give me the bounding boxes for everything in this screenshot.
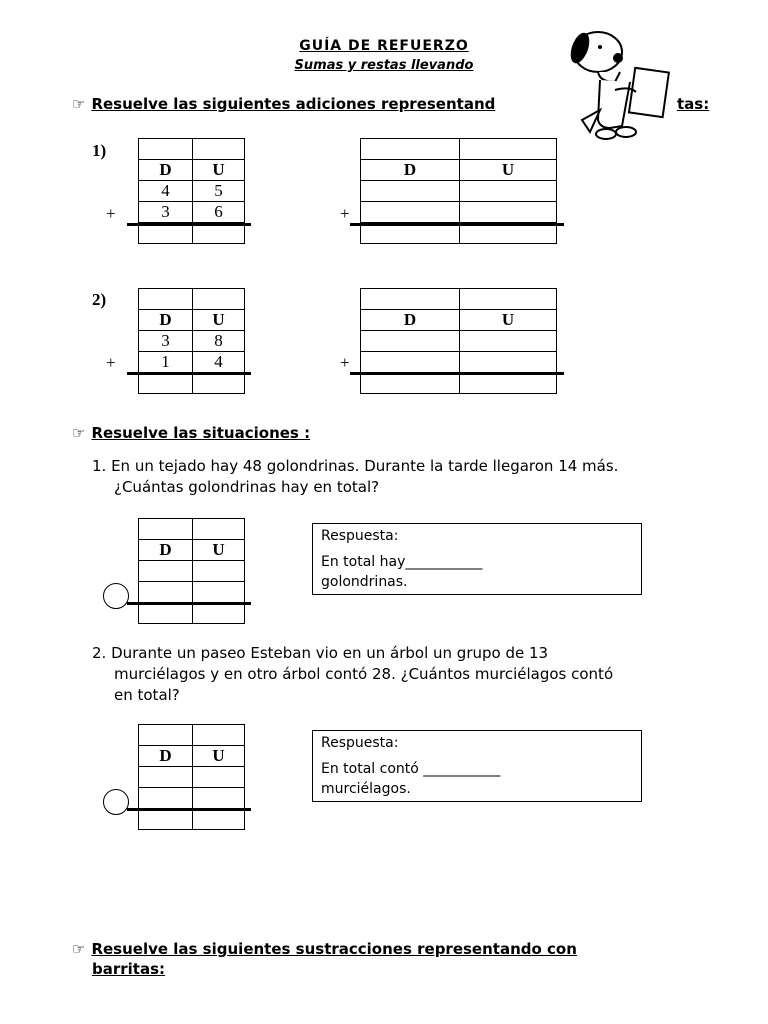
pointing-hand-icon: ☞ (72, 940, 86, 958)
problem-2-text: 2. Durante un paseo Esteban vio en un árbol un grupo de 13 murciélagos y en otro árbol contó 28. ¿Cuántos murciélagos contó en total? (92, 644, 614, 704)
digit-cell: 3 (139, 202, 193, 223)
uni-header: U (193, 160, 245, 181)
digit-cell: 1 (139, 352, 193, 373)
instruction-additions-tail: tas: (677, 95, 710, 113)
sum-line (350, 223, 564, 226)
uni-header: U (193, 746, 245, 767)
blank-cell[interactable] (139, 582, 193, 603)
instruction-situations: ☞ Resuelve las situaciones : (72, 424, 311, 442)
blank-cell[interactable] (139, 561, 193, 582)
digit-cell: 4 (193, 352, 245, 373)
answer-cell[interactable] (139, 809, 193, 830)
dec-header: D (139, 160, 193, 181)
page-title: GUÍA DE REFUERZO (299, 38, 469, 54)
blank-cell[interactable] (361, 352, 460, 373)
uni-header: U (193, 310, 245, 331)
ex2-du-table (138, 288, 245, 394)
exercise-2-label: 2) (92, 290, 107, 309)
answer-cell[interactable] (139, 373, 193, 394)
answer-cell[interactable] (193, 603, 245, 624)
uni-header: U (193, 540, 245, 561)
blank-cell[interactable] (460, 202, 557, 223)
answer-label: Respuesta: (321, 735, 399, 751)
ex1-du-table (138, 138, 245, 244)
digit-cell: 6 (193, 202, 245, 223)
blank-cell[interactable] (193, 767, 245, 788)
sum-line (127, 808, 251, 811)
dec-header: D (361, 160, 460, 181)
instruction-subtractions: ☞ Resuelve las siguientes sustracciones representando con barritas: (72, 940, 577, 978)
page-subtitle: Sumas y restas llevando (294, 58, 474, 73)
blank-cell[interactable] (139, 788, 193, 809)
pointing-hand-icon: ☞ (72, 95, 86, 113)
blank-cell[interactable] (361, 181, 460, 202)
answer-line[interactable]: En total contó ___________ (321, 761, 501, 777)
plus-sign: + (340, 353, 350, 372)
plus-sign: + (340, 204, 350, 223)
ex2-representation-table (360, 288, 557, 394)
sum-line (127, 223, 251, 226)
dec-header: D (139, 540, 193, 561)
dec-header: D (139, 310, 193, 331)
sum-line (127, 372, 251, 375)
answer-box-2: Respuesta: En total contó ___________ murciélagos. (312, 730, 642, 802)
sum-line (350, 372, 564, 375)
operation-sign-circle[interactable] (103, 583, 129, 609)
digit-cell: 5 (193, 181, 245, 202)
instruction-additions: ☞ Resuelve las siguientes adiciones representand (72, 95, 496, 113)
blank-cell[interactable] (139, 767, 193, 788)
answer-cell[interactable] (139, 603, 193, 624)
pointing-hand-icon: ☞ (72, 424, 86, 442)
digit-cell: 3 (139, 331, 193, 352)
ex1-representation-table (360, 138, 557, 244)
blank-cell[interactable] (361, 373, 460, 394)
blank-cell[interactable] (361, 331, 460, 352)
problem2-du-table (138, 724, 245, 830)
answer-box-1: Respuesta: En total hay___________ golondrinas. (312, 523, 642, 595)
plus-sign: + (106, 353, 116, 372)
dec-header: D (139, 746, 193, 767)
blank-cell[interactable] (460, 352, 557, 373)
operation-sign-circle[interactable] (103, 789, 129, 815)
plus-sign: + (106, 204, 116, 223)
blank-cell[interactable] (193, 582, 245, 603)
exercise-1-label: 1) (92, 141, 107, 160)
blank-cell[interactable] (361, 202, 460, 223)
blank-cell[interactable] (460, 331, 557, 352)
blank-cell[interactable] (193, 561, 245, 582)
problem-1-text: 1. En un tejado hay 48 golondrinas. Durante la tarde llegaron 14 más. ¿Cuántas golondrinas hay en total? (92, 457, 619, 496)
answer-label: Respuesta: (321, 528, 399, 544)
digit-cell: 4 (139, 181, 193, 202)
blank-cell[interactable] (460, 181, 557, 202)
answer-cell[interactable] (193, 809, 245, 830)
blank-cell[interactable] (460, 373, 557, 394)
answer-cell[interactable] (193, 373, 245, 394)
uni-header: U (460, 160, 557, 181)
answer-line[interactable]: En total hay___________ (321, 554, 483, 570)
dec-header: D (361, 310, 460, 331)
blank-cell[interactable] (193, 788, 245, 809)
uni-header: U (460, 310, 557, 331)
digit-cell: 8 (193, 331, 245, 352)
problem1-du-table (138, 518, 245, 624)
sum-line (127, 602, 251, 605)
snoopy-illustration (560, 20, 680, 145)
